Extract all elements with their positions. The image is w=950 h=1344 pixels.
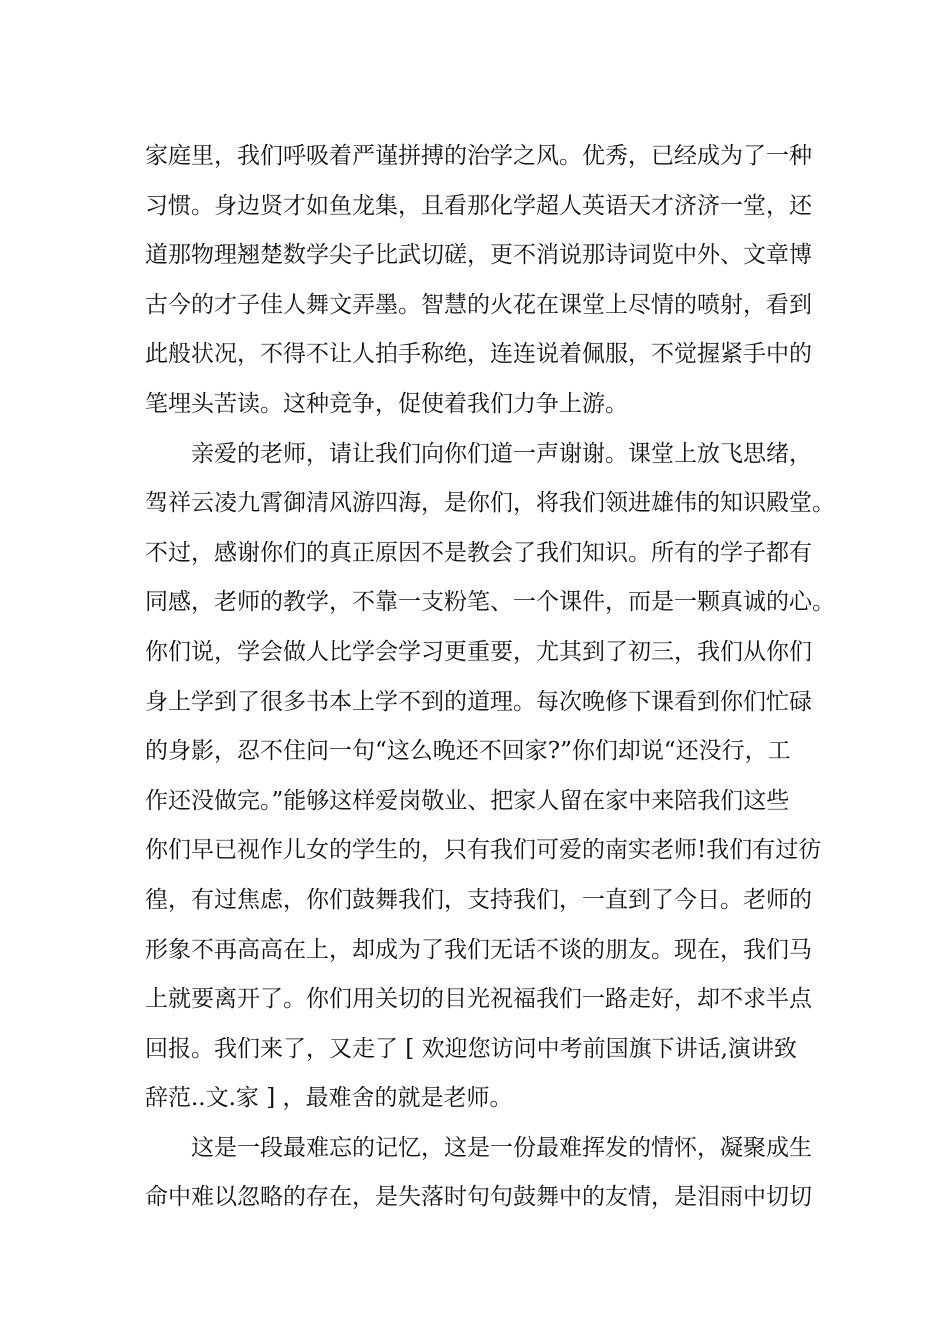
text-line: 形象不再高高在上，却成为了我们无话不谈的朋友。现在，我们马 [145,936,812,963]
text-line: 的身影，忍不住问一句“这么晚还不回家?”你们却说“还没行，工 [145,738,791,765]
text-line: 习惯。身边贤才如鱼龙集，且看那化学超人英语天才济济一堂，还 [145,192,812,219]
text-line: 这是一段最难忘的记忆，这是一份最难挥发的情怀，凝聚成生 [191,1134,812,1161]
text-line: 家庭里，我们呼吸着严谨拼搏的治学之风。优秀，已经成为了一种 [145,143,812,169]
text-line: 驾祥云凌九霄御清风游四海，是你们，将我们领进雄伟的知识殿堂。 [145,490,835,517]
text-line: 笔埋头苦读。这种竞争，促使着我们力争上游。 [145,390,628,417]
text-line: 上就要离开了。你们用关切的目光祝福我们一路走好，却不求半点 [145,986,812,1013]
text-line: 作还没做完。”能够这样爱岗敬业、把家人留在家中来陪我们这些 [145,787,790,814]
text-line: 亲爱的老师，请让我们向你们道一声谢谢。课堂上放飞思绪， [191,440,812,467]
text-line: 徨，有过焦虑，你们鼓舞我们，支持我们，一直到了今日。老师的 [145,886,812,913]
text-line: 古今的才子佳人舞文弄墨。智慧的火花在课堂上尽情的喷射，看到 [145,291,812,318]
text-line: 身上学到了很多书本上学不到的道理。每次晚修下课看到你们忙碌 [145,688,812,715]
text-line: 不过，感谢你们的真正原因不是教会了我们知识。所有的学子都有 [145,539,812,566]
text-line: 同感，老师的教学，不靠一支粉笔、一个课件，而是一颗真诚的心。 [145,589,835,616]
text-line: 你们早已视作儿女的学生的，只有我们可爱的南实老师!我们有过彷 [145,837,822,864]
text-line: 此般状况，不得不让人拍手称绝，连连说着佩服，不觉握紧手中的 [145,341,812,368]
text-line: 命中难以忽略的存在，是失落时句句鼓舞中的友情，是泪雨中切切 [145,1184,812,1211]
body-text [145,132,835,1223]
text-line: 回报。我们来了，又走了 [ 欢迎您访问中考前国旗下讲话,演讲致 [145,1035,797,1062]
text-line: 道那物理翘楚数学尖子比武切磋，更不消说那诗词览中外、文章博 [145,242,812,269]
text-line: 你们说，学会做人比学会学习更重要，尤其到了初三，我们从你们 [145,638,812,665]
text-line: 辞范..文.家 ] ，最难舍的就是老师。 [145,1085,513,1112]
